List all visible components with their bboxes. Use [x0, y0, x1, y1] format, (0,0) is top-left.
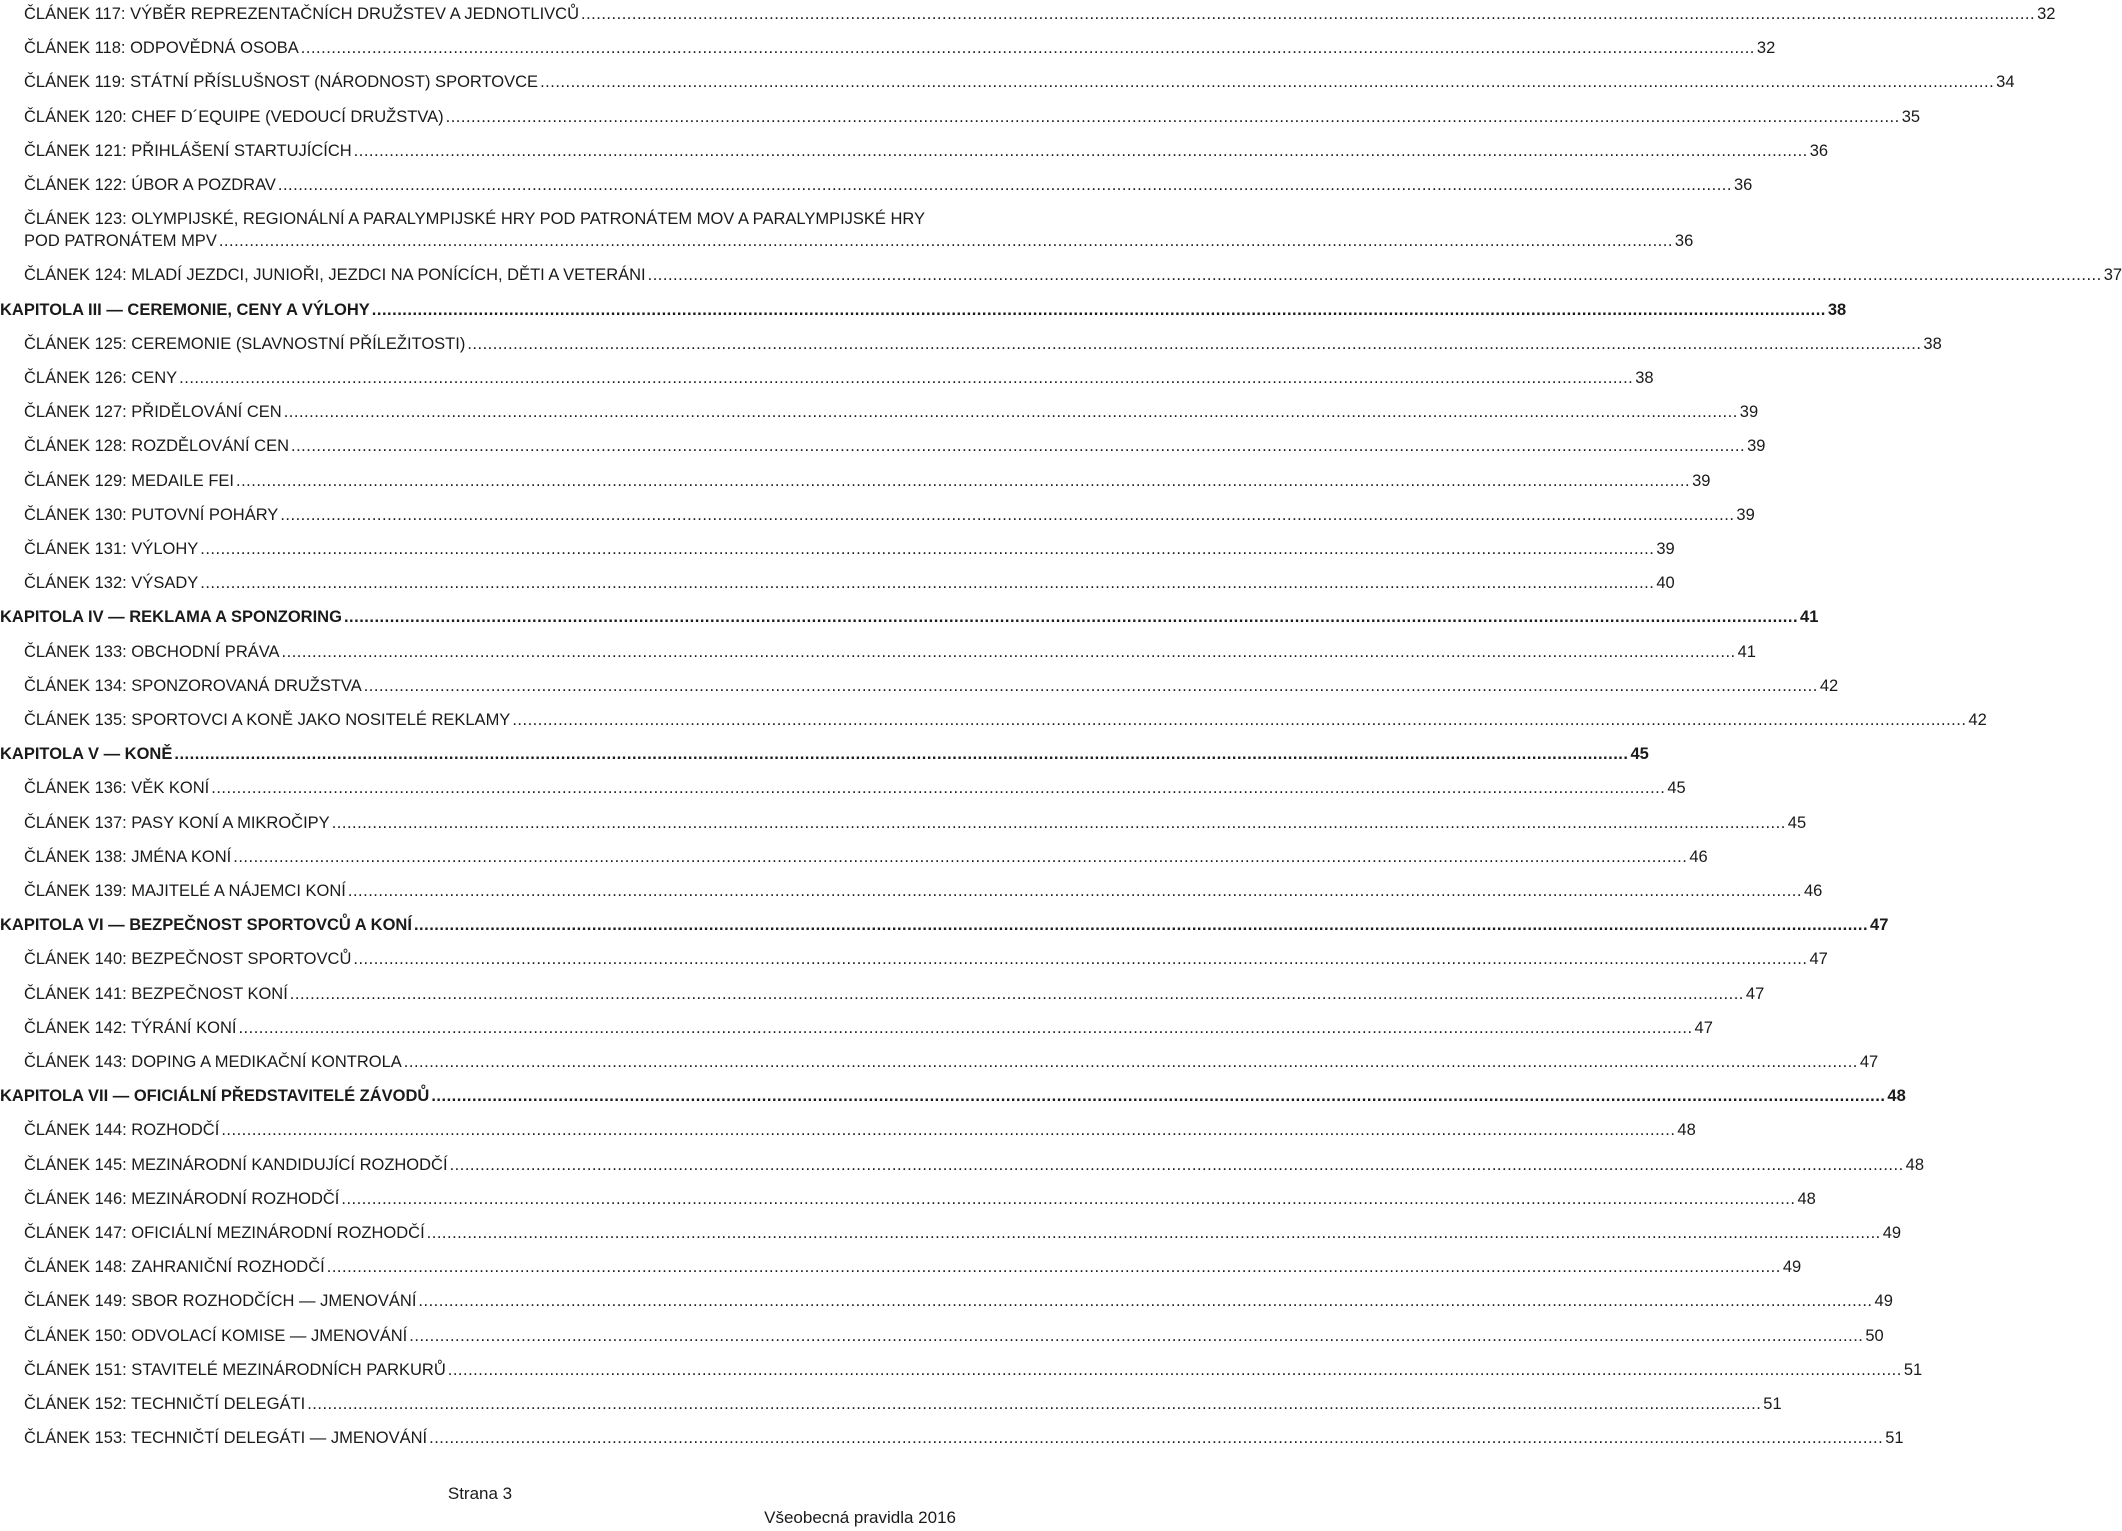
toc-page-number: 51	[1903, 1360, 1923, 1379]
toc-page-number: 46	[1689, 847, 1708, 866]
toc-page-number: 32	[2037, 5, 2056, 23]
dot-leader	[278, 174, 1732, 196]
toc-entry-title: ČLÁNEK 131: VÝLOHY	[24, 540, 199, 558]
toc-page-number: 45	[1630, 745, 1649, 764]
toc-article-entry[interactable]	[0, 1154, 1925, 1176]
dot-leader	[540, 71, 1994, 93]
dot-leader	[581, 3, 2035, 25]
toc-page-number: 47	[1809, 950, 1828, 969]
dot-leader	[372, 299, 1826, 321]
toc-entry-title: ČLÁNEK 119: STÁTNÍ PŘÍSLUŠNOST (NÁRODNOST) SPORTOVCE	[24, 73, 539, 92]
toc-entry-title: ČLÁNEK 124: MLADÍ JEZDCI, JUNIOŘI, JEZDCI NA PONÍCÍCH, DĚTI A VETERÁNI	[24, 266, 646, 285]
toc-article-entry[interactable]	[0, 880, 1823, 902]
toc-entry-title: ČLÁNEK 153: TECHNIČTÍ DELEGÁTI — JMENOVÁNÍ	[24, 1429, 428, 1448]
toc-article-entry[interactable]	[0, 1359, 1923, 1381]
dot-leader	[200, 572, 1654, 594]
dot-leader	[353, 948, 1807, 970]
toc-page-number: 49	[1782, 1258, 1802, 1277]
toc-article-entry[interactable]	[0, 140, 1829, 162]
toc-page-number: 41	[1800, 608, 1819, 627]
dot-leader	[418, 1290, 1872, 1312]
toc-entry-title: ČLÁNEK 133: OBCHODNÍ PRÁVA	[24, 642, 280, 661]
toc-article-entry[interactable]	[0, 3, 2056, 25]
toc-page-number: 38	[1827, 300, 1847, 319]
toc-entry-title: ČLÁNEK 150: ODVOLACÍ KOMISE — JMENOVÁNÍ	[24, 1326, 408, 1345]
toc-entry-title: KAPITOLA III — CEREMONIE, CENY A VÝLOHY	[0, 300, 370, 319]
dot-leader	[512, 709, 1966, 731]
dot-leader	[348, 880, 1802, 902]
toc-article-entry[interactable]	[0, 846, 1708, 868]
toc-page-number: 45	[1667, 779, 1686, 798]
dot-leader	[282, 641, 1736, 663]
toc-article-entry[interactable]	[0, 174, 1753, 196]
toc-page-number: 46	[1803, 882, 1823, 900]
dot-leader	[290, 983, 1744, 1005]
toc-article-entry[interactable]	[0, 709, 1987, 731]
toc-entry-title: KAPITOLA VII — OFICIÁLNÍ PŘEDSTAVITELÉ ZÁVODŮ	[0, 1087, 430, 1106]
dot-leader	[467, 333, 1921, 355]
toc-entry-title: ČLÁNEK 128: ROZDĚLOVÁNÍ CEN	[24, 437, 289, 456]
dot-leader	[236, 470, 1690, 492]
toc-chapter-entry[interactable]	[0, 743, 1649, 765]
toc-article-entry[interactable]	[0, 367, 1654, 389]
toc-entry-title: POD PATRONÁTEM MPV	[24, 232, 217, 251]
dot-leader	[450, 1154, 1904, 1176]
toc-entry-title: ČLÁNEK 125: CEREMONIE (SLAVNOSTNÍ PŘÍLEŽITOSTI)	[24, 334, 466, 353]
toc-article-entry[interactable]	[0, 675, 1839, 697]
toc-entry-title: ČLÁNEK 134: SPONZOROVANÁ DRUŽSTVA	[24, 676, 362, 695]
toc-chapter-entry[interactable]	[0, 299, 1847, 321]
toc-entry-title: ČLÁNEK 148: ZAHRANIČNÍ ROZHODČÍ	[24, 1258, 325, 1277]
dot-leader	[284, 401, 1738, 423]
toc-page-number: 51	[1763, 1395, 1782, 1413]
toc-page-number: 48	[1905, 1155, 1925, 1174]
dot-leader	[221, 1119, 1675, 1141]
toc-entry-title: ČLÁNEK 152: TECHNIČTÍ DELEGÁTI	[24, 1395, 306, 1413]
dot-leader	[354, 140, 1808, 162]
toc-entry-title: ČLÁNEK 130: PUTOVNÍ POHÁRY	[24, 505, 279, 524]
toc-page-number: 49	[1882, 1224, 1902, 1242]
toc-entry-title: ČLÁNEK 151: STAVITELÉ MEZINÁRODNÍCH PARKURŮ	[24, 1360, 446, 1379]
toc-entry-title: ČLÁNEK 144: ROZHODČÍ	[24, 1121, 220, 1140]
toc-page-number: 50	[1865, 1326, 1884, 1345]
toc-article-entry[interactable]	[0, 435, 1766, 457]
toc-article-entry[interactable]	[0, 1017, 1713, 1039]
page-number: Strana 3	[447, 1484, 513, 1503]
toc-page-number: 36	[1809, 141, 1829, 160]
toc-entry-title: ČLÁNEK 120: CHEF D´EQUIPE (VEDOUCÍ DRUŽSTVA)	[24, 107, 444, 126]
toc-page-number: 47	[1870, 916, 1889, 935]
toc-article-entry[interactable]	[0, 470, 1711, 492]
dot-leader	[404, 1051, 1858, 1073]
toc-entry-title: KAPITOLA IV — REKLAMA A SPONZORING	[0, 608, 342, 627]
toc-page-number: 36	[1733, 176, 1753, 194]
toc-entry-title: ČLÁNEK 132: VÝSADY	[24, 574, 199, 593]
toc-entry-title-line: ČLÁNEK 123: OLYMPIJSKÉ, REGIONÁLNÍ A PARALYMPIJSKÉ HRY POD PATRONÁTEM MOV A PARALYMPIJSKÉ HRY	[24, 210, 926, 229]
toc-page-number: 42	[1968, 711, 1987, 729]
toc-article-entry[interactable]	[0, 948, 1828, 970]
toc-entry-title: ČLÁNEK 121: PŘIHLÁŠENÍ STARTUJÍCÍCH	[24, 141, 352, 160]
toc-page-number: 39	[1747, 437, 1766, 456]
toc-article-entry[interactable]	[0, 1325, 1884, 1347]
toc-entry-title: ČLÁNEK 117: VÝBĚR REPREZENTAČNÍCH DRUŽSTEV A JEDNOTLIVCŮ	[24, 5, 580, 23]
toc-chapter-entry[interactable]	[0, 606, 1819, 628]
toc-page-number: 39	[1736, 505, 1755, 524]
toc-article-entry[interactable]	[0, 641, 1756, 663]
toc-page-number: 34	[1996, 73, 2015, 92]
toc-article-entry[interactable]	[0, 1393, 1782, 1415]
toc-article-entry[interactable]	[0, 538, 1675, 560]
toc-page-number: 42	[1819, 676, 1839, 695]
toc-article-entry[interactable]	[0, 1222, 1902, 1244]
toc-article-entry[interactable]	[0, 1188, 1816, 1210]
toc-page-number: 36	[1674, 232, 1694, 251]
dot-leader	[238, 1017, 1692, 1039]
dot-leader	[344, 606, 1798, 628]
toc-page-number: 48	[1797, 1189, 1816, 1208]
toc-entry-title: ČLÁNEK 127: PŘIDĚLOVÁNÍ CEN	[24, 403, 282, 422]
toc-article-entry[interactable]	[0, 1427, 1904, 1449]
toc-entry-title: ČLÁNEK 149: SBOR ROZHODČÍCH — JMENOVÁNÍ	[24, 1292, 417, 1311]
toc-entry-title: KAPITOLA V — KONĚ	[0, 745, 173, 764]
toc-page-number: 38	[1635, 369, 1654, 387]
toc-entry-title: ČLÁNEK 137: PASY KONÍ A MIKROČIPY	[24, 813, 330, 832]
toc-article-entry[interactable]	[0, 504, 1755, 526]
toc-entry-title: ČLÁNEK 118: ODPOVĚDNÁ OSOBA	[24, 39, 299, 58]
toc-page-number: 47	[1694, 1018, 1713, 1037]
toc-article-entry[interactable]	[0, 777, 1686, 799]
toc-page-number: 47	[1859, 1053, 1879, 1071]
dot-leader	[307, 1393, 1761, 1415]
toc-page-number: 40	[1656, 574, 1675, 593]
dot-leader	[327, 1256, 1781, 1278]
dot-leader	[179, 367, 1633, 389]
toc-article-entry[interactable]	[0, 1051, 1879, 1073]
toc-page-number: 39	[1739, 403, 1759, 422]
dot-leader	[648, 264, 2102, 286]
dot-leader	[211, 777, 1665, 799]
toc-page-number: 48	[1887, 1087, 1906, 1106]
toc-page-number: 48	[1677, 1121, 1696, 1140]
toc-page-number: 37	[2103, 266, 2122, 285]
toc-article-entry[interactable]	[0, 71, 2015, 93]
toc-article-entry[interactable]	[0, 983, 1765, 1005]
toc-article-entry[interactable]	[0, 812, 1807, 834]
dot-leader	[431, 1085, 1885, 1107]
toc-entry-title: ČLÁNEK 122: ÚBOR A POZDRAV	[24, 176, 276, 194]
toc-entry-title: ČLÁNEK 147: OFICIÁLNÍ MEZINÁRODNÍ ROZHODČÍ	[24, 1224, 425, 1242]
dot-leader	[414, 914, 1868, 936]
document-name: Všeobecná pravidla 2016	[764, 1508, 956, 1527]
dot-leader	[427, 1222, 1881, 1244]
toc-entry-title: ČLÁNEK 142: TÝRÁNÍ KONÍ	[24, 1018, 237, 1037]
dot-leader	[448, 1359, 1902, 1381]
toc-article-entry[interactable]	[0, 1290, 1893, 1312]
toc-article-entry[interactable]	[0, 1119, 1696, 1141]
dot-leader	[301, 37, 1755, 59]
toc-page-number: 41	[1737, 642, 1756, 661]
dot-leader	[219, 230, 1673, 252]
dot-leader	[174, 743, 1628, 765]
toc-entry-title: ČLÁNEK 135: SPORTOVCI A KONĚ JAKO NOSITELÉ REKLAMY	[24, 711, 511, 729]
toc-page-number: 32	[1756, 39, 1776, 58]
dot-leader	[429, 1427, 1883, 1449]
toc-article-entry[interactable]	[0, 37, 1776, 59]
dot-leader	[446, 106, 1900, 128]
toc-entry-title: ČLÁNEK 136: VĚK KONÍ	[24, 779, 210, 798]
toc-entry-title: ČLÁNEK 143: DOPING A MEDIKAČNÍ KONTROLA	[24, 1053, 402, 1071]
toc-chapter-entry[interactable]	[0, 1085, 1906, 1107]
toc-page-number: 45	[1787, 813, 1807, 832]
toc-entry-title: ČLÁNEK 145: MEZINÁRODNÍ KANDIDUJÍCÍ ROZHODČÍ	[24, 1155, 448, 1174]
toc-entry-title: ČLÁNEK 141: BEZPEČNOST KONÍ	[24, 984, 288, 1003]
dot-leader	[364, 675, 1818, 697]
toc-page-number: 39	[1692, 471, 1711, 490]
dot-leader	[200, 538, 1654, 560]
toc-page-number: 39	[1656, 540, 1675, 558]
dot-leader	[280, 504, 1734, 526]
toc-entry-title: ČLÁNEK 138: JMÉNA KONÍ	[24, 847, 232, 866]
dot-leader	[409, 1325, 1863, 1347]
dot-leader	[291, 435, 1745, 457]
toc-page-number: 38	[1923, 334, 1942, 353]
toc-entry-title: ČLÁNEK 146: MEZINÁRODNÍ ROZHODČÍ	[24, 1189, 340, 1208]
toc-article-entry[interactable]	[0, 401, 1759, 423]
toc-entry-title: ČLÁNEK 129: MEDAILE FEI	[24, 471, 234, 490]
toc-entry-title: ČLÁNEK 140: BEZPEČNOST SPORTOVCŮ	[24, 950, 352, 969]
toc-page-number: 51	[1885, 1429, 1904, 1448]
toc-chapter-entry[interactable]	[0, 914, 1889, 936]
dot-leader	[332, 812, 1786, 834]
dot-leader	[233, 846, 1687, 868]
toc-article-entry[interactable]	[0, 572, 1675, 594]
toc-article-entry[interactable]	[0, 1256, 1802, 1278]
toc-entry-title: ČLÁNEK 139: MAJITELÉ A NÁJEMCI KONÍ	[24, 882, 346, 900]
toc-entry-title: ČLÁNEK 126: CENY	[24, 369, 178, 387]
toc-entry-title: KAPITOLA VI — BEZPEČNOST SPORTOVCŮ A KONÍ	[0, 916, 412, 935]
toc-article-entry[interactable]	[0, 333, 1942, 355]
toc-article-entry[interactable]	[0, 264, 2122, 286]
toc-page-number: 49	[1874, 1292, 1893, 1311]
toc-article-entry[interactable]	[0, 208, 1694, 252]
toc-page-number: 47	[1745, 984, 1765, 1003]
dot-leader	[341, 1188, 1795, 1210]
toc-page-number: 35	[1901, 107, 1921, 126]
toc-article-entry[interactable]	[0, 106, 1921, 128]
